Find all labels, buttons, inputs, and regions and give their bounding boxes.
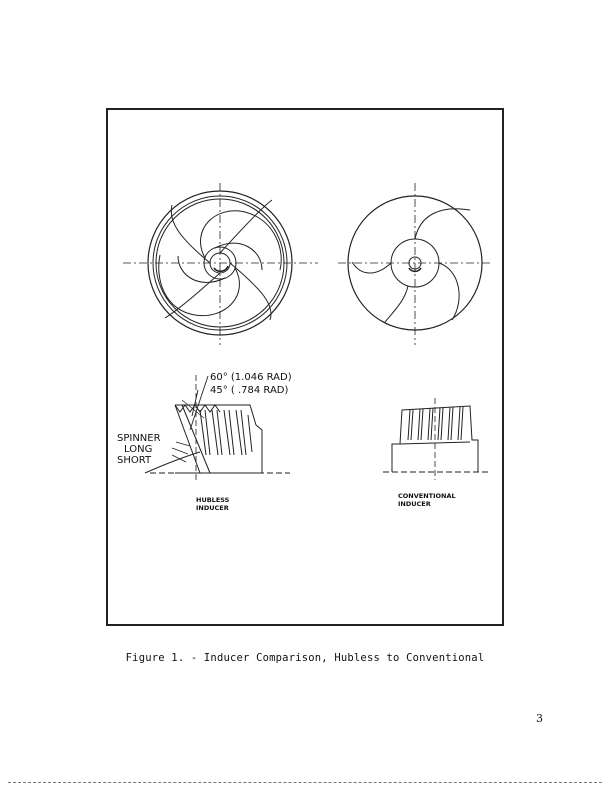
conventional-inducer-side-view <box>383 398 488 480</box>
conventional-inducer-end-view <box>338 183 492 345</box>
figure-caption: Figure 1. - Inducer Comparison, Hubless to Conventional <box>125 652 485 664</box>
conventional-label-line2: INDUCER <box>398 500 431 508</box>
long-label: LONG <box>124 444 153 455</box>
hubless-label-line2: INDUCER <box>196 504 229 512</box>
hubless-label-line1: HUBLESS <box>196 496 230 504</box>
hubless-inducer-end-view <box>123 183 318 345</box>
angle-45-label: 45° ( .784 RAD) <box>210 385 289 396</box>
conventional-label-line1: CONVENTIONAL <box>398 492 456 500</box>
spinner-label: SPINNER <box>117 433 161 444</box>
short-label: SHORT <box>117 455 152 466</box>
angle-60-label: 60° (1.046 RAD) <box>210 372 292 383</box>
page-number: 3 <box>536 712 543 725</box>
bottom-scan-rule <box>8 782 602 783</box>
